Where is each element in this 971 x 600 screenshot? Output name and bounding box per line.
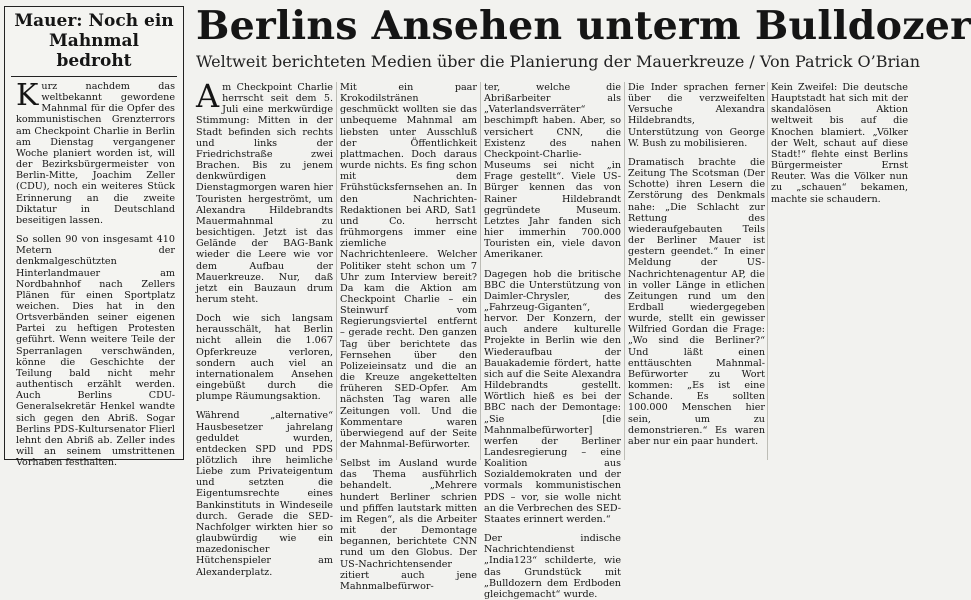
article-column-5 [771, 82, 908, 462]
article-column-1 [196, 77, 333, 578]
article-paragraph: Doch wie sich langsam herausschält, hat Berlin nicht allein die 1.067 Opferkreuze verloren, sondern auch viel an internationalem Ansehen eingebüßt durch die plumpe Räumungsaktion. [196, 313, 333, 403]
article-paragraph: ter, welche die Abrißarbeiter als „Vaterlandsverräter“ beschimpft haben. Aber, so versichert CNN, die Existenz des nahen Checkpoint-Charlie-Museums sei nicht „in Frage gestellt“. Viele US-Bürger kennen das von Rainer Hildebrandt gegründete Museum. Letztes Jahr fanden sich hier immerhin 700.000 Touristen ein, viele davon Amerikaner. [484, 82, 621, 261]
sidebar-box [4, 6, 184, 469]
article-column-4 [628, 82, 765, 462]
article-paragraph: Während „alternative“ Hausbesetzer jahrelang geduldet wurden, entdecken SPD und PDS plötzlich ihre heimliche Liebe zum Privateigentum und setzten die Eigentumsrechte eines Bankinstituts in Windeseile durch. Gerade die SED-Nachfolger wirkten hier so glaubwürdig wie ein mazedonischer Hütchenspieler am Alexanderplatz. [196, 410, 333, 578]
article-paragraph: Dagegen hob die britische BBC die Unterstützung von Daimler-Chrysler, des „Fahrzeug-Giganten“, hervor. Der Konzern, der auch andere kulturelle Projekte in Berlin wie den Wiederaufbau der Bauakademie fördert, hatte sich auf die Seite Alexandra Hildebrandts gestellt. Wörtlich hieß es bei der BBC nach der Demontage: „Sie [die Mahnmalbefürworter] werfen der Berliner Landesregierung – eine Koalition aus Sozialdemokraten und der vormals kommunistischen PDS – vor, sie wolle nicht an die Verbrechen des SED-Staates erinnert werden.“ [484, 268, 621, 525]
article-subheadline: Weltweit berichteten Medien über die Planierung der Mauerkreuze / Von Patrick O’Brian [196, 52, 921, 71]
article-paragraph: Der indische Nachrichtendienst „India123“ schilderte, wie das Grundstück mit „Bulldozern dem Erdboden gleichgemacht“ wurde. [484, 533, 621, 600]
article-paragraph: Kein Zweifel: Die deutsche Hauptstadt hat sich mit der skandalösen Aktion weltweit bis auf die Knochen blamiert. „Völker der Welt, schaut auf diese Stadt!“ flehte einst Berlins Bürgermeister Ernst Reuter. Was die Völker nun zu „schauen“ bekamen, machte sie schaudern. [771, 82, 908, 205]
column-rule [624, 82, 625, 460]
sidebar-paragraph: Kurz nachdem das weltbekannt gewordene Mahnmal für die Opfer des kommunistischen Grenzterrors am Checkpoint Charlie in Berlin am Dienstag vergangener Woche planiert worden ist, will der Bezirksbürgermeister von Berlin-Mitte, Joachim Zeller (CDU), noch ein weiteres Stück Erinnerung an die zweite Diktatur in Deutschland beseitigen lassen. [16, 78, 175, 226]
column-rule [480, 82, 481, 460]
article-paragraph: Dramatisch brachte die Zeitung The Scotsman (Der Schotte) ihren Lesern die Zerstörung des Denkmals nahe: „Die Schlacht zur Rettung des wiederaufgebauten Teils der Berliner Mauer ist gestern geendet.“ In einer Meldung der US-Nachrichtenagentur AP, die in voller Länge in etlichen Zeitungen rund um den Erdball wiedergegeben wurde, stellt ein gewisser Wilfried Gordan die Frage: „Wo sind die Berliner?“ Und läßt einen enttäuschten Mahnmal-Befürworter zu Wort kommen: „Es ist eine Schande. Es sollten 100.000 Menschen hier sein, um zu demonstrieren.“ Es waren aber nur ein paar hundert. [628, 156, 765, 447]
sidebar-title: Mauer: Noch ein Mahnmal bedroht [11, 11, 177, 77]
article-paragraph: Am Checkpoint Charlie herrscht seit dem 5. Juli eine merkwürdige Stimmung: Mitten in der Stadt befinden sich rechts und links der Friedrichstraße zwei Brachen. Bis zu jenem denkwürdigen Dienstagmorgen waren hier Touristen hergeströmt, um Alexandra Hildebrandts Mauermahnmal zu besichtigen. Jetzt ist das Gelände der BAG-Bank wieder die Leere wie vor dem Aufbau der Mauerkreuze. Nur, daß jetzt ein Bauzaun drum herum steht. [196, 77, 333, 305]
article-column-3 [484, 82, 621, 600]
column-rule [767, 82, 768, 460]
sidebar-paragraph: So sollen 90 von insgesamt 410 Metern der denkmalgeschützten Hinterlandmauer am Nordbahnhof nach Zellers Plänen für einen Sportplatz weichen. Dies hat in den Ortsverbänden seiner eigenen Partei zu heftigen Protesten geführt. Wenn weitere Teile der Sperranlagen verschwänden, könne die Geschichte der Teilung bald nicht mehr authentisch erzählt werden. Auch Berlins CDU-Generalsekretär Henkel wandte sich gegen den Abriß. Sogar Berlins PDS-Kultursenator Flierl lehnt den Abriß ab. Zeller indes will an seinem umstrittenen Vorhaben festhalten. [16, 234, 175, 469]
article-paragraph: Mit ein paar Krokodilstränen geschmückt wollten sie das unbequeme Mahnmal am liebsten unter Ausschluß der Öffentlichkeit plattmachen. Doch daraus wurde nichts. Es fing schon mit dem Frühstücksfernsehen an. In den Nachrichten-Redaktionen bei ARD, Sat1 und Co. herrscht frühmorgens immer eine ziemliche Nachrichtenleere. Welcher Politiker steht schon um 7 Uhr zum Interview bereit? Da kam die Aktion am Checkpoint Charlie – ein Steinwurf vom Regierungsviertel entfernt – gerade recht. Den ganzen Tag über berichtete das Fernsehen über den Polizeieinsatz und die an die Kreuze angekettelten früheren SED-Opfer. Am nächsten Tag waren alle Zeitungen voll. Und die Kommentare waren überwiegend auf der Seite der Mahnmal-Befürworter. [340, 82, 477, 450]
article-column-2 [340, 82, 477, 592]
article-paragraph: Selbst im Ausland wurde das Thema ausführlich behandelt. „Mehrere hundert Berliner schrien und pfiffen lautstark mitten im Regen“, als die Arbeiter mit der Demontage begannen, berichtete CNN rund um den Globus. Der US-Nachrichtensender zitiert auch jene Mahnmalbefürwor- [340, 458, 477, 592]
column-rule [336, 82, 337, 460]
article-paragraph: Die Inder sprachen ferner über die verzweifelten Versuche Alexandra Hildebrandts, Unterstützung von George W. Bush zu mobilisieren. [628, 82, 765, 149]
article-headline: Berlins Ansehen unterm Bulldozer [196, 3, 971, 49]
sidebar-body [5, 78, 183, 469]
